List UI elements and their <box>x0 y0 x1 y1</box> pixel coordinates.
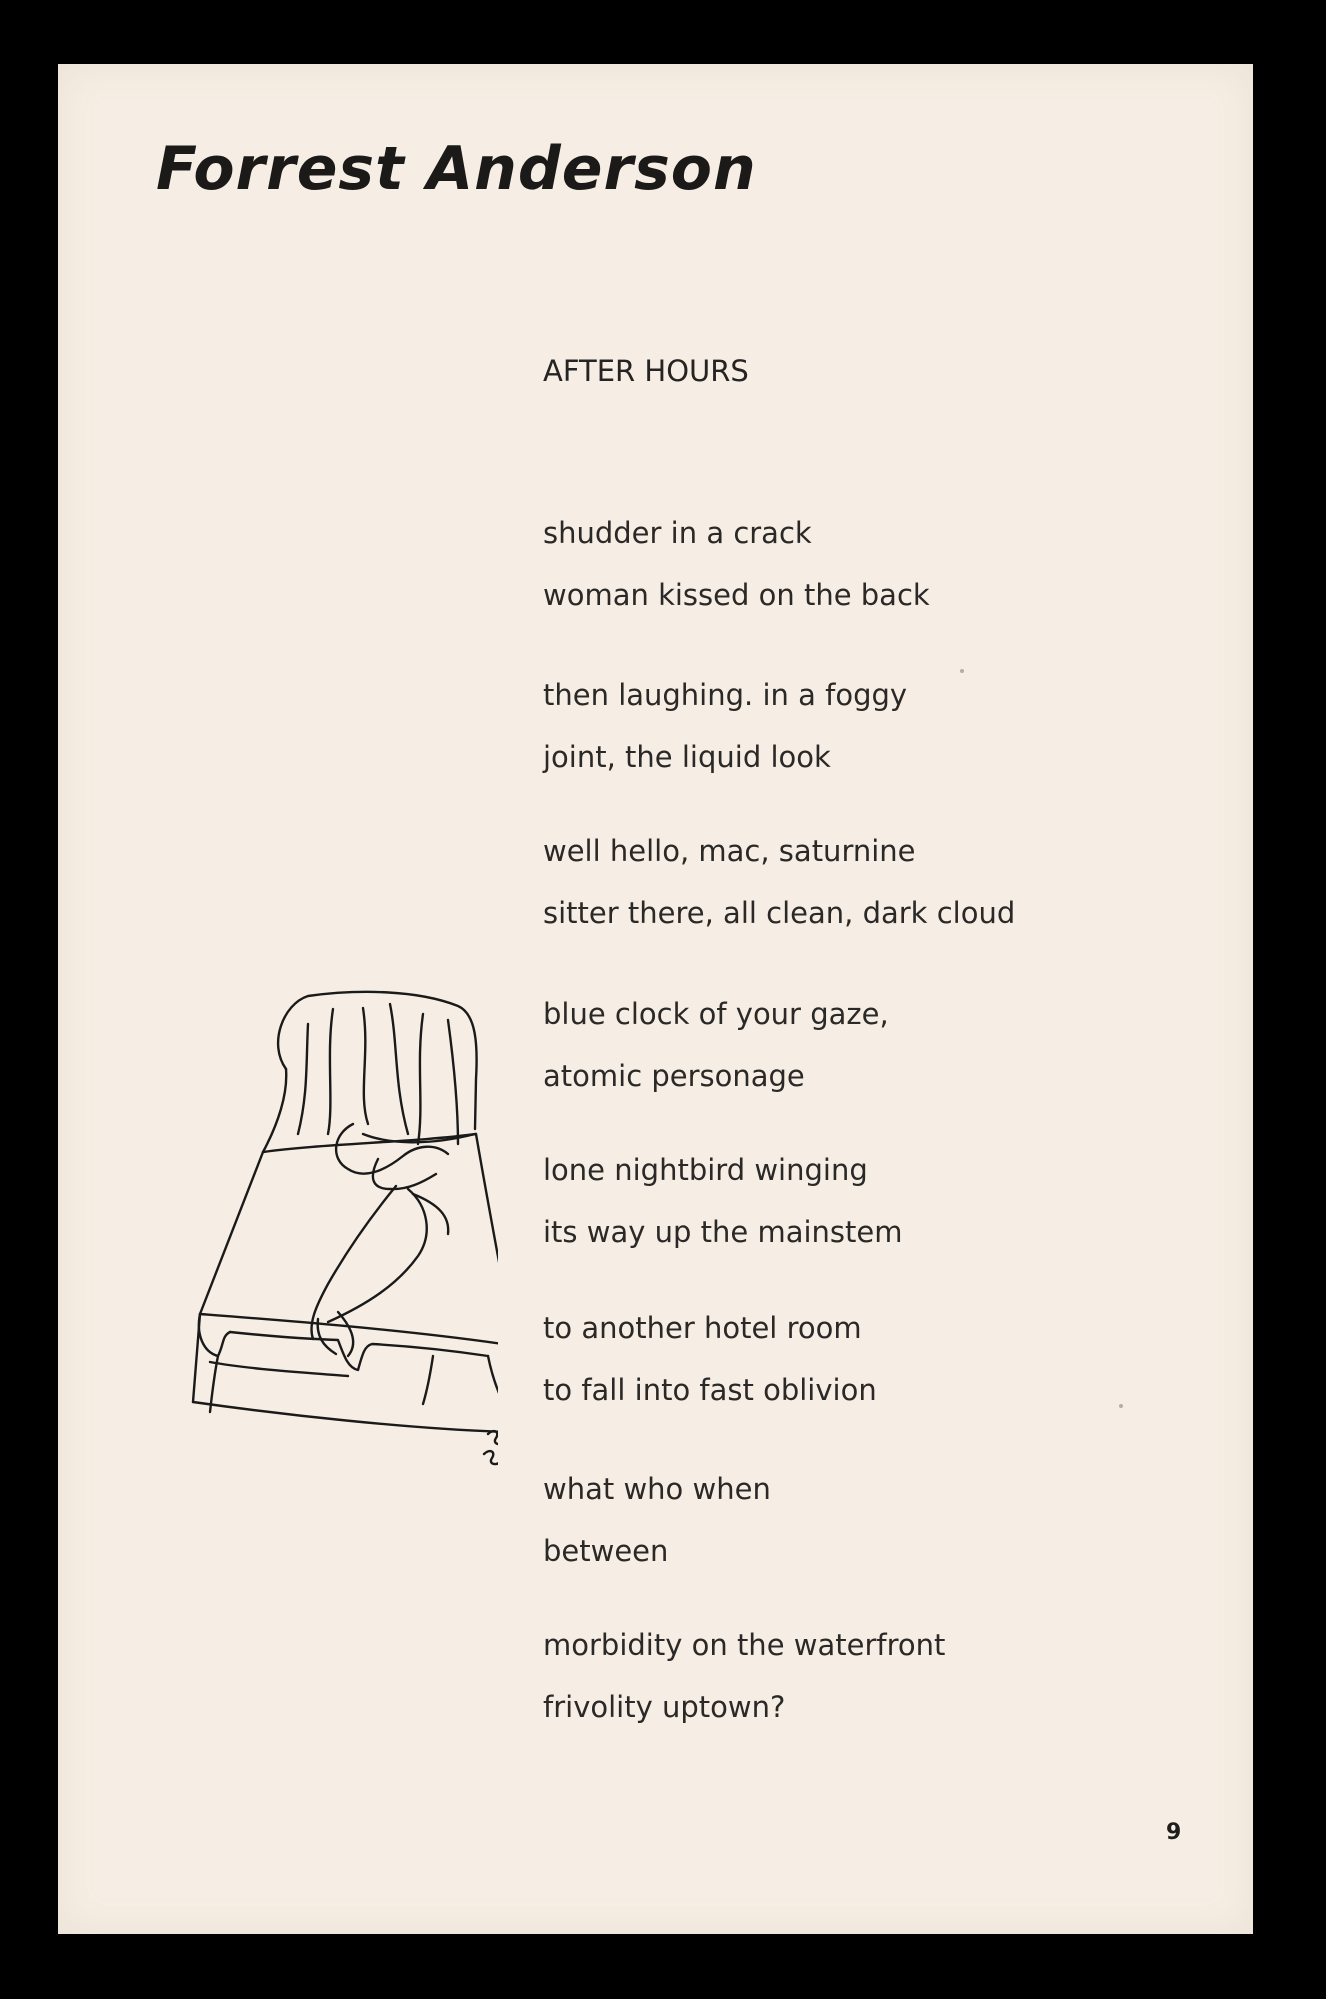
poem-line: to another hotel room <box>543 1311 862 1345</box>
page-number: 9 <box>1166 1820 1182 1845</box>
poem-line: sitter there, all clean, dark cloud <box>543 896 1016 930</box>
book-page <box>58 64 1253 1934</box>
bed-sketch-illustration <box>158 984 498 1504</box>
poem-line: blue clock of your gaze, <box>543 997 889 1031</box>
poem-line: lone nightbird winging <box>543 1153 868 1187</box>
poem-line: shudder in a crack <box>543 516 812 550</box>
paper-speck <box>960 669 964 673</box>
poem-line: woman kissed on the back <box>543 578 930 612</box>
poem-line: joint, the liquid look <box>543 740 831 774</box>
bed-sketch-drawing <box>158 984 498 1504</box>
poem-line: to fall into fast oblivion <box>543 1373 877 1407</box>
poem-line: well hello, mac, saturnine <box>543 834 916 868</box>
poem-line: atomic personage <box>543 1059 805 1093</box>
poem-title: AFTER HOURS <box>543 354 749 388</box>
poem-line: between <box>543 1534 669 1568</box>
poem-line: its way up the mainstem <box>543 1215 903 1249</box>
poem-line: what who when <box>543 1472 771 1506</box>
poem-line: frivolity uptown? <box>543 1690 786 1724</box>
poem-line: morbidity on the waterfront <box>543 1628 946 1662</box>
paper-speck <box>1119 1404 1123 1408</box>
poem-line: then laughing. in a foggy <box>543 678 908 712</box>
author-name: Forrest Anderson <box>156 134 757 204</box>
